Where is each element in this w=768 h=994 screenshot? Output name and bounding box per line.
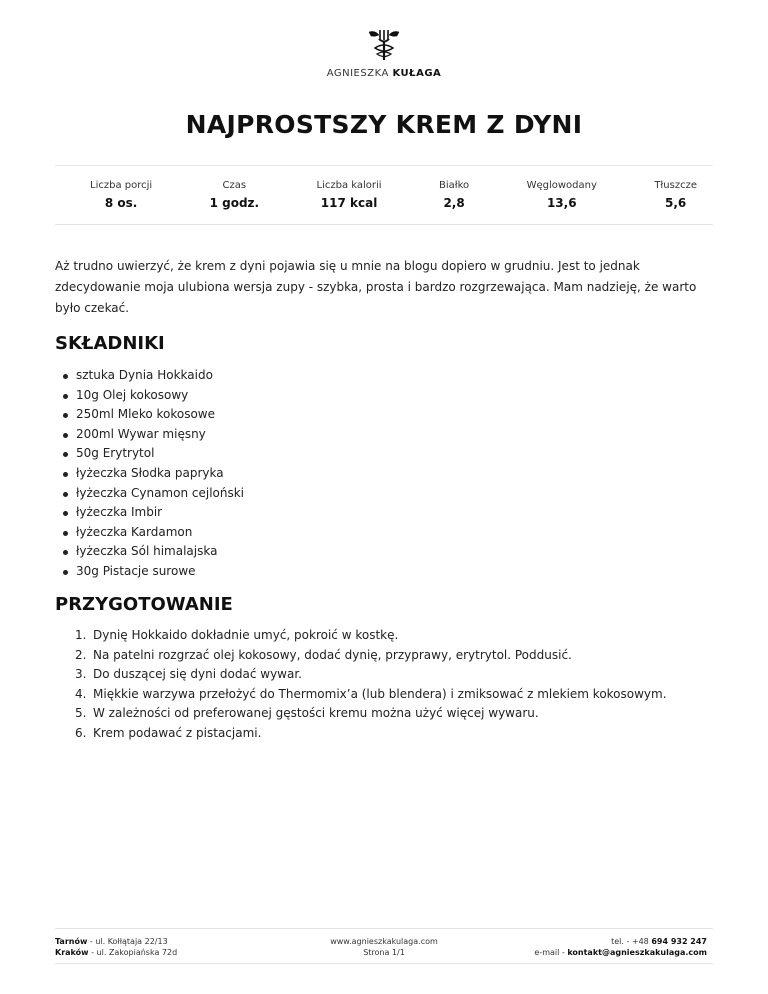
- list-item: łyżeczka Imbir: [55, 503, 244, 523]
- email-link[interactable]: kontakt@agnieszkakulaga.com: [567, 948, 707, 957]
- list-item: 30g Pistacje surowe: [55, 562, 244, 582]
- list-item: łyżeczka Kardamon: [55, 523, 244, 543]
- step-item: 1. Dynię Hokkaido dokładnie umyć, pokroić w kostkę.: [75, 628, 399, 642]
- stat-protein: Białko 2,8: [439, 180, 470, 210]
- list-item: łyżeczka Sól himalajska: [55, 542, 244, 562]
- step-item: 5. W zależności od preferowanej gęstości kremu można użyć więcej wywaru.: [75, 706, 539, 721]
- list-item: łyżeczka Cynamon cejloński: [55, 484, 244, 504]
- brand-name: AGNIESZKA KUŁAGA: [326, 68, 442, 79]
- page-number: Strona 1/1: [363, 948, 405, 957]
- step-item: 3. Do duszącej się dyni dodać wywar.: [75, 667, 302, 682]
- ingredients-heading: SKŁADNIKI: [55, 333, 165, 354]
- footer-contact: tel. - +48 694 932 247 e-mail - kontakt@agnieszkakulaga.com: [534, 937, 707, 957]
- phone-number[interactable]: 694 932 247: [651, 937, 707, 946]
- stat-servings: Liczba porcji 8 os.: [90, 180, 153, 210]
- step-item: 6. Krem podawać z pistacjami.: [75, 725, 262, 740]
- stat-carbs: Węglowodany 13,6: [526, 180, 597, 210]
- logo: [0, 28, 768, 79]
- list-item: sztuka Dynia Hokkaido: [55, 366, 244, 386]
- stat-fat: Tłuszcze 5,6: [654, 180, 697, 210]
- list-item: 10g Olej kokosowy: [55, 386, 244, 406]
- intro-paragraph: Aż trudno uwierzyć, że krem z dyni pojawia się u mnie na blogu dopiero w grudniu. Jest to jednak zdecydowanie moja ulubiona wersja zupy - szybka, prosta i bardzo rozgrzewająca. Mam nadzieję, że warto było czekać.: [55, 259, 697, 315]
- step-item: 2. Na patelni rozgrzać olej kokosowy, dodać dynię, przyprawy, erytrytol. Poddusić.: [75, 647, 572, 662]
- fork-knife-logo-icon: [363, 28, 405, 62]
- list-item: łyżeczka Słodka papryka: [55, 464, 244, 484]
- page-footer: [55, 928, 713, 964]
- footer-addresses: Tarnów - ul. Kołłątaja 22/13 Kraków - ul. Zakopiańska 72d: [55, 937, 178, 957]
- nutrition-stats: [55, 165, 713, 225]
- stat-calories: Liczba kalorii 117 kcal: [316, 180, 382, 210]
- stat-time: Czas 1 godz.: [209, 180, 260, 210]
- website-link[interactable]: www.agnieszkakulaga.com: [330, 937, 438, 946]
- recipe-title: NAJPROSTSZY KREM Z DYNI: [185, 110, 583, 139]
- list-item: 250ml Mleko kokosowe: [55, 405, 244, 425]
- list-item: 200ml Wywar mięsny: [55, 425, 244, 445]
- preparation-heading: PRZYGOTOWANIE: [55, 594, 233, 615]
- preparation-steps: [55, 626, 667, 744]
- ingredients-list: [55, 366, 244, 582]
- list-item: 50g Erytrytol: [55, 444, 244, 464]
- step-item: 4. Miękkie warzywa przełożyć do Thermomix’a (lub blendera) i zmiksować z mlekiem kokosowym.: [75, 686, 667, 701]
